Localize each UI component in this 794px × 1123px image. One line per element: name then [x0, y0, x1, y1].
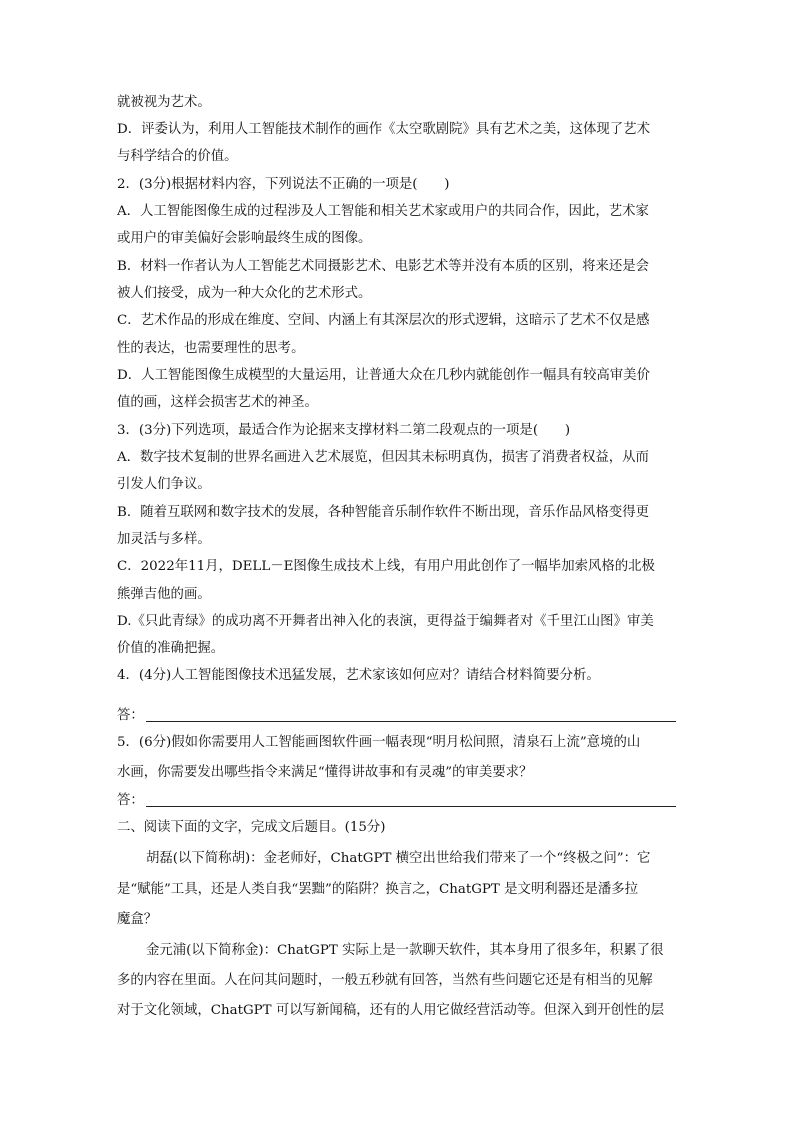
text-line: D．评委认为，利用人工智能技术制作的画作《太空歌剧院》具有艺术之美，这体现了艺术	[117, 122, 650, 137]
answer-label: 答：	[117, 793, 144, 808]
option-b: B．材料一作者认为人工智能艺术同摄影艺术、电影艺术等并没有本质的区别，将来还是会	[117, 259, 650, 274]
text-line: 加灵活与多样。	[117, 532, 211, 547]
text-line: 性的表达，也需要理性的思考。	[117, 341, 305, 356]
interview-paragraph: 胡磊(以下简称胡)：金老师好，ChatGPT 横空出世给我们带来了一个“终极之问”：它	[146, 851, 651, 866]
answer-line[interactable]	[146, 721, 676, 722]
text-line: 魔盒？	[117, 912, 158, 927]
text-line: 对于文化领域，ChatGPT 可以写新闻稿，还有的人用它做经营活动等。但深入到开创性的层	[117, 1003, 665, 1018]
option-a: A．数字技术复制的世界名画进入艺术展览，但因其未标明真伪，损害了消费者权益，从而	[117, 450, 649, 465]
text-line: 或用户的审美偏好会影响最终生成的图像。	[117, 231, 372, 246]
option-a: A．人工智能图像生成的过程涉及人工智能和相关艺术家或用户的共同合作，因此，艺术家	[117, 204, 649, 219]
text-line: 水画，你需要发出哪些指令来满足“懂得讲故事和有灵魂”的审美要求？	[117, 765, 533, 780]
question-4-stem: 4．(4分)人工智能图像技术迅猛发展，艺术家该如何应对？请结合材料简要分析。	[117, 668, 600, 683]
option-d: D.《只此青绿》的成功离不开舞者出神入化的表演，更得益于编舞者对《千里江山图》审美	[117, 614, 654, 629]
answer-line[interactable]	[146, 806, 676, 807]
text-line: 多的内容在里面。人在问其问题时，一般五秒就有回答，当然有些问题它还是有相当的见解	[117, 973, 653, 988]
option-c: C．2022年11月，DELL－E图像生成技术上线，有用户用此创作了一幅毕加索风格的北极	[117, 559, 655, 574]
option-d: D．人工智能图像生成模型的大量运用，让普通大众在几秒内就能创作一幅具有较高审美价	[117, 368, 650, 383]
answer-label: 答：	[117, 708, 144, 723]
question-3-stem: 3．(3分)下列选项，最适合作为论据来支撑材料二第二段观点的一项是( )	[117, 423, 571, 438]
text-line: 与科学结合的价值。	[117, 149, 238, 164]
question-2-stem: 2．(3分)根据材料内容，下列说法不正确的一项是( )	[117, 177, 450, 192]
text-line: 就被视为艺术。	[117, 95, 211, 110]
option-c: C．艺术作品的形成在维度、空间、内涵上有其深层次的形式逻辑，这暗示了艺术不仅是感	[117, 313, 650, 328]
text-line: 价值的准确把握。	[117, 641, 225, 656]
option-b: B．随着互联网和数字技术的发展，各种智能音乐制作软件不断出现，音乐作品风格变得更	[117, 505, 650, 520]
text-line: 引发人们争议。	[117, 477, 211, 492]
text-line: 是“赋能”工具，还是人类自我“罢黜”的陷阱？换言之，ChatGPT 是文明利器还是潘多拉	[117, 882, 639, 897]
text-line: 熊弹吉他的画。	[117, 587, 211, 602]
text-line: 值的画，这样会损害艺术的神圣。	[117, 395, 318, 410]
interview-paragraph: 金元浦(以下简称金)：ChatGPT 实际上是一款聊天软件，其本身用了很多年，积累了很	[146, 943, 664, 958]
section-heading: 二、阅读下面的文字，完成文后题目。(15分)	[117, 820, 386, 835]
question-5-stem: 5．(6分)假如你需要用人工智能画图软件画一幅表现“明月松间照，清泉石上流”意境的山	[117, 735, 641, 750]
text-line: 被人们接受，成为一种大众化的艺术形式。	[117, 286, 372, 301]
